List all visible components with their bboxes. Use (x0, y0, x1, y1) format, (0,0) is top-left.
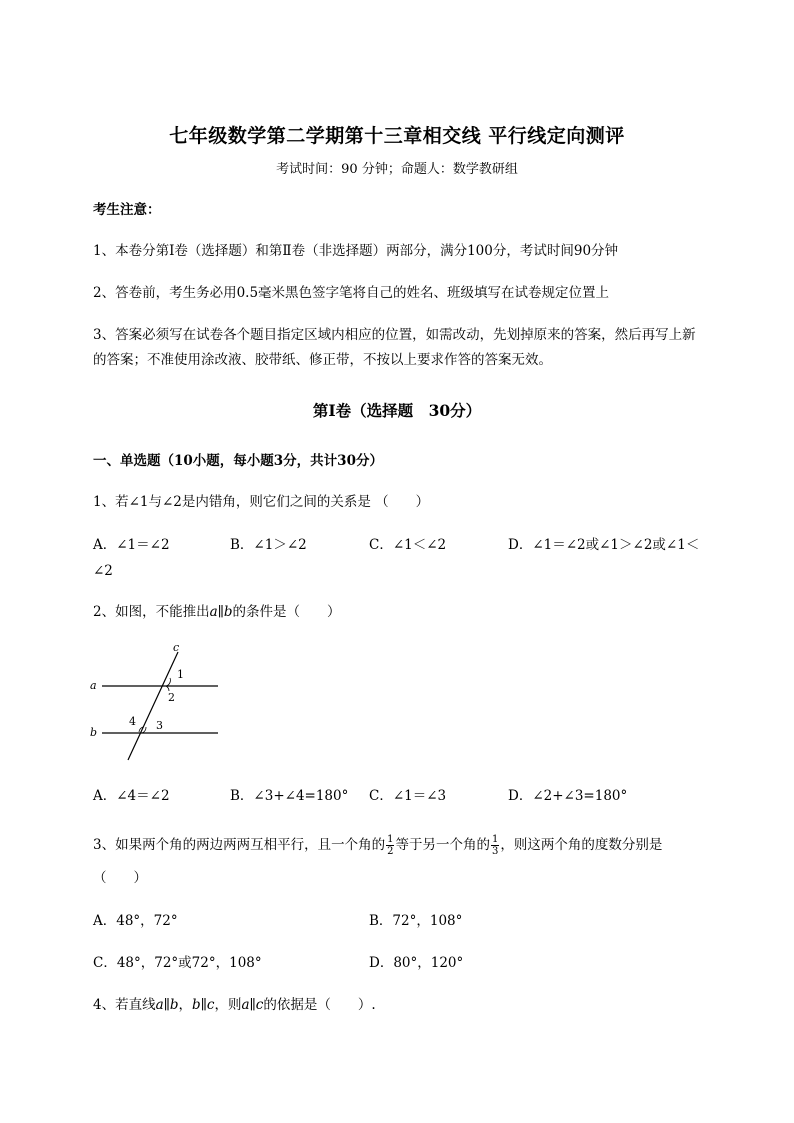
question-3-stem-mid: 等于另一个角的 (395, 837, 490, 853)
label-b: b (90, 726, 98, 739)
label-c: c (173, 641, 180, 654)
fraction-one-half (386, 834, 394, 857)
question-3-option-a: A．48°，72° (93, 913, 178, 929)
question-4-var-1: a∥b (155, 997, 179, 1013)
exam-subtitle: 考试时间：90 分钟；命题人：数学教研组 (276, 162, 518, 177)
parallel-lines-figure (88, 638, 228, 768)
angle-arc-1 (166, 678, 170, 686)
question-3-stem-pre: 3、如果两个角的两边两两互相平行，且一个角的 (93, 837, 386, 853)
fraction-2-numerator: 1 (491, 834, 499, 845)
question-3-stem (93, 834, 662, 857)
question-1-option-d: D．∠1＝∠2或∠1＞∠2或∠1＜ (508, 537, 700, 553)
notice-item-1: 1、本卷分第Ⅰ卷（选择题）和第Ⅱ卷（非选择题）两部分，满分100分，考试时间90分钟 (93, 243, 619, 259)
question-2-option-a: A．∠4＝∠2 (93, 788, 170, 804)
question-2-stem-var: a∥b (209, 604, 233, 620)
question-4-stem-post: 的依据是（ ）. (263, 997, 376, 1013)
fraction-1-numerator: 1 (387, 834, 394, 845)
fraction-1-denominator: 2 (387, 846, 394, 857)
fraction-one-third (491, 834, 499, 857)
question-4-var-3: a∥c (241, 997, 264, 1013)
part-heading: 一、单选题（10小题，每小题3分，共计30分） (93, 453, 383, 469)
line-c (128, 652, 178, 760)
question-2-stem-pre: 2、如图，不能推出 (93, 604, 210, 620)
notice-item-3: 3、答案必须写在试卷各个题目指定区域内相应的位置，如需改动，先划掉原来的答案，然后再写上新 (93, 327, 696, 343)
question-1-option-a: A．∠1＝∠2 (93, 537, 170, 553)
question-4-sep: ， (178, 997, 193, 1013)
question-3-stem-post: ，则这两个角的度数分别是 (500, 837, 663, 853)
question-2-option-c: C．∠1＝∠3 (369, 788, 447, 804)
question-2-stem-post: 的条件是（ ） (232, 604, 341, 620)
question-3-paren: （ ） (93, 870, 147, 886)
label-angle-3: 3 (156, 719, 163, 732)
question-1-option-d-wrap: ∠2 (93, 563, 113, 579)
label-angle-2: 2 (168, 691, 175, 704)
section-title: 第Ⅰ卷（选择题 30分） (312, 401, 482, 420)
question-1-option-b: B．∠1＞∠2 (230, 537, 307, 553)
question-2-option-d: D．∠2+∠3=180° (508, 788, 628, 804)
question-4-stem-mid: ，则 (214, 997, 242, 1013)
label-angle-4: 4 (129, 715, 136, 728)
question-4-stem (93, 995, 376, 1015)
question-3-option-c: C．48°，72°或72°，108° (93, 955, 262, 971)
question-4-stem-pre: 4、若直线 (93, 997, 156, 1013)
question-1-stem: 1、若∠1与∠2是内错角，则它们之间的关系是 （ ） (93, 494, 430, 510)
notice-item-2: 2、答卷前，考生务必用0.5毫米黑色签字笔将自己的姓名、班级填写在试卷规定位置上 (93, 285, 610, 301)
label-angle-1: 1 (177, 668, 184, 681)
question-3-option-d: D．80°，120° (369, 955, 464, 971)
notice-heading: 考生注意： (93, 202, 161, 218)
exam-title: 七年级数学第二学期第十三章相交线 平行线定向测评 (169, 125, 625, 147)
question-3-option-b: B．72°，108° (369, 913, 463, 929)
notice-item-3-cont: 的答案；不准使用涂改液、胶带纸、修正带，不按以上要求作答的答案无效。 (93, 352, 552, 368)
fraction-2-denominator: 3 (491, 846, 499, 857)
label-a: a (90, 679, 97, 692)
question-4-var-2: b∥c (192, 997, 215, 1013)
question-2-option-b: B．∠3+∠4=180° (230, 788, 349, 804)
question-2-stem (93, 602, 341, 622)
question-1-option-c: C．∠1＜∠2 (369, 537, 447, 553)
